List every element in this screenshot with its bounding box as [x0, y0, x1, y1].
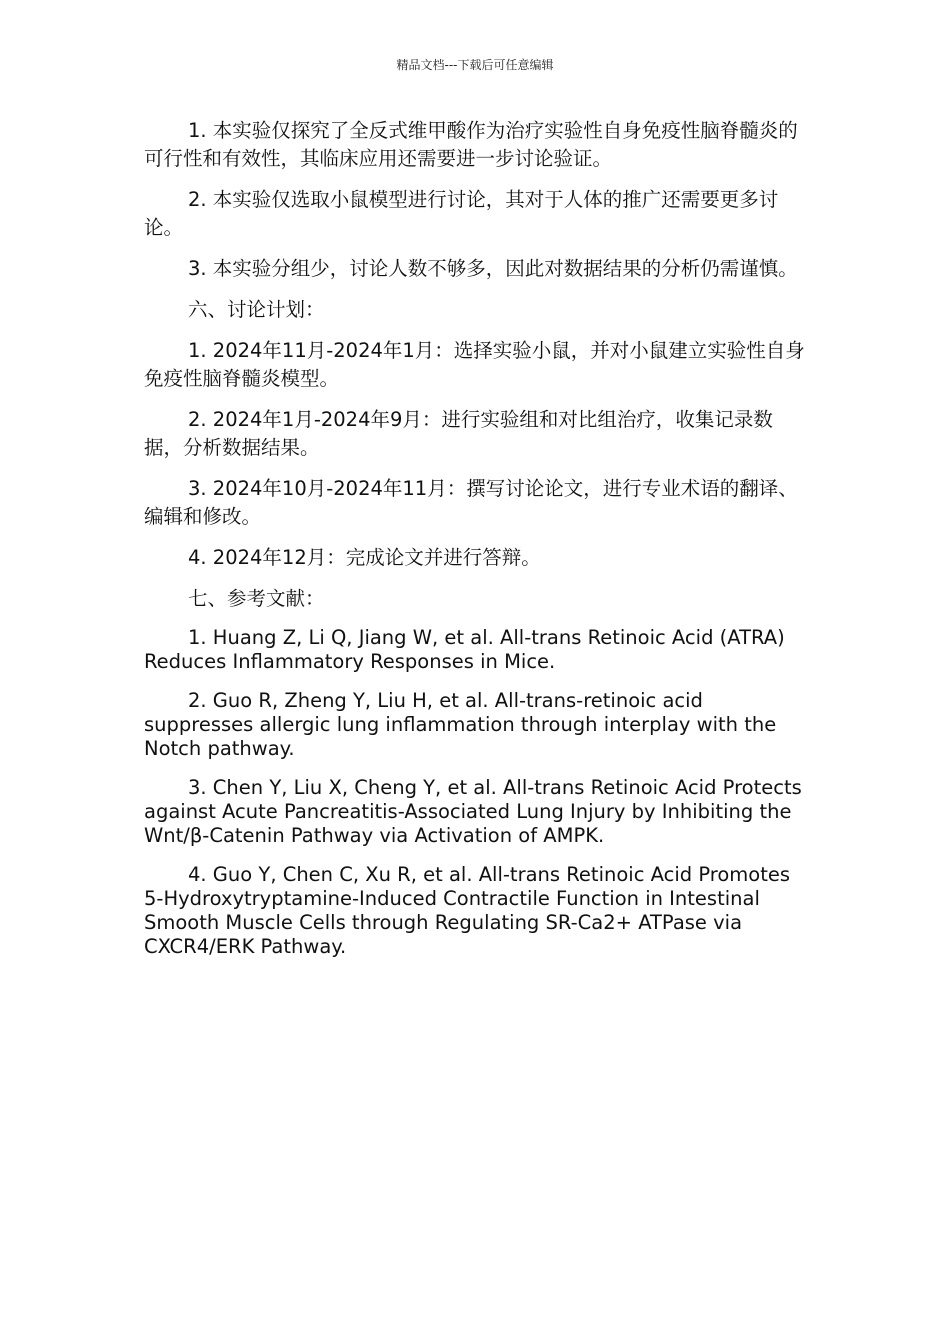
document-body [144, 117, 806, 974]
plan-item-3: 3. 2024年10月-2024年11月：撰写讨论论文，进行专业术语的翻译、编辑和修改。 [144, 477, 798, 528]
plan-heading: 六、讨论计划： [188, 298, 325, 321]
references-heading: 七、参考文献： [188, 587, 325, 610]
reference-item-4: 4. Guo Y, Chen C, Xu R, et al. All-trans Retinoic Acid Promotes 5-Hydroxytryptamine-Induced Contractile Function in Intestinal Smooth Muscle Cells through Regulating SR-Ca2+ ATPase via CXCR4/ERK Pathway. [144, 863, 790, 958]
reference-item-2: 2. Guo R, Zheng Y, Liu H, et al. All-trans-retinoic acid suppresses allergic lung inflammation through interplay with the Notch pathway. [144, 689, 777, 760]
limitation-item-3: 3. 本实验分组少，讨论人数不够多，因此对数据结果的分析仍需谨慎。 [188, 257, 798, 280]
plan-item-1: 1. 2024年11月-2024年1月：选择实验小鼠，并对小鼠建立实验性自身免疫性脑脊髓炎模型。 [144, 339, 805, 390]
reference-list [144, 626, 806, 959]
reference-item-1: 1. Huang Z, Li Q, Jiang W, et al. All-trans Retinoic Acid (ATRA) Reduces Inflammatory Responses in Mice. [144, 626, 785, 673]
limitation-item-2: 2. 本实验仅选取小鼠模型进行讨论，其对于人体的推广还需要更多讨论。 [144, 188, 779, 239]
plan-item-4: 4. 2024年12月：完成论文并进行答辩。 [188, 546, 541, 569]
reference-item-3: 3. Chen Y, Liu X, Cheng Y, et al. All-trans Retinoic Acid Protects against Acute Pancreatitis-Associated Lung Injury by Inhibiting the Wnt/β-Catenin Pathway via Activation of AMPK. [144, 776, 802, 847]
plan-item-2: 2. 2024年1月-2024年9月：进行实验组和对比组治疗，收集记录数据，分析数据结果。 [144, 408, 773, 459]
limitation-item-1: 1. 本实验仅探究了全反式维甲酸作为治疗实验性自身免疫性脑脊髓炎的可行性和有效性，其临床应用还需要进一步讨论验证。 [144, 119, 798, 170]
page-header: 精品文档---下载后可任意编辑 [396, 58, 554, 72]
